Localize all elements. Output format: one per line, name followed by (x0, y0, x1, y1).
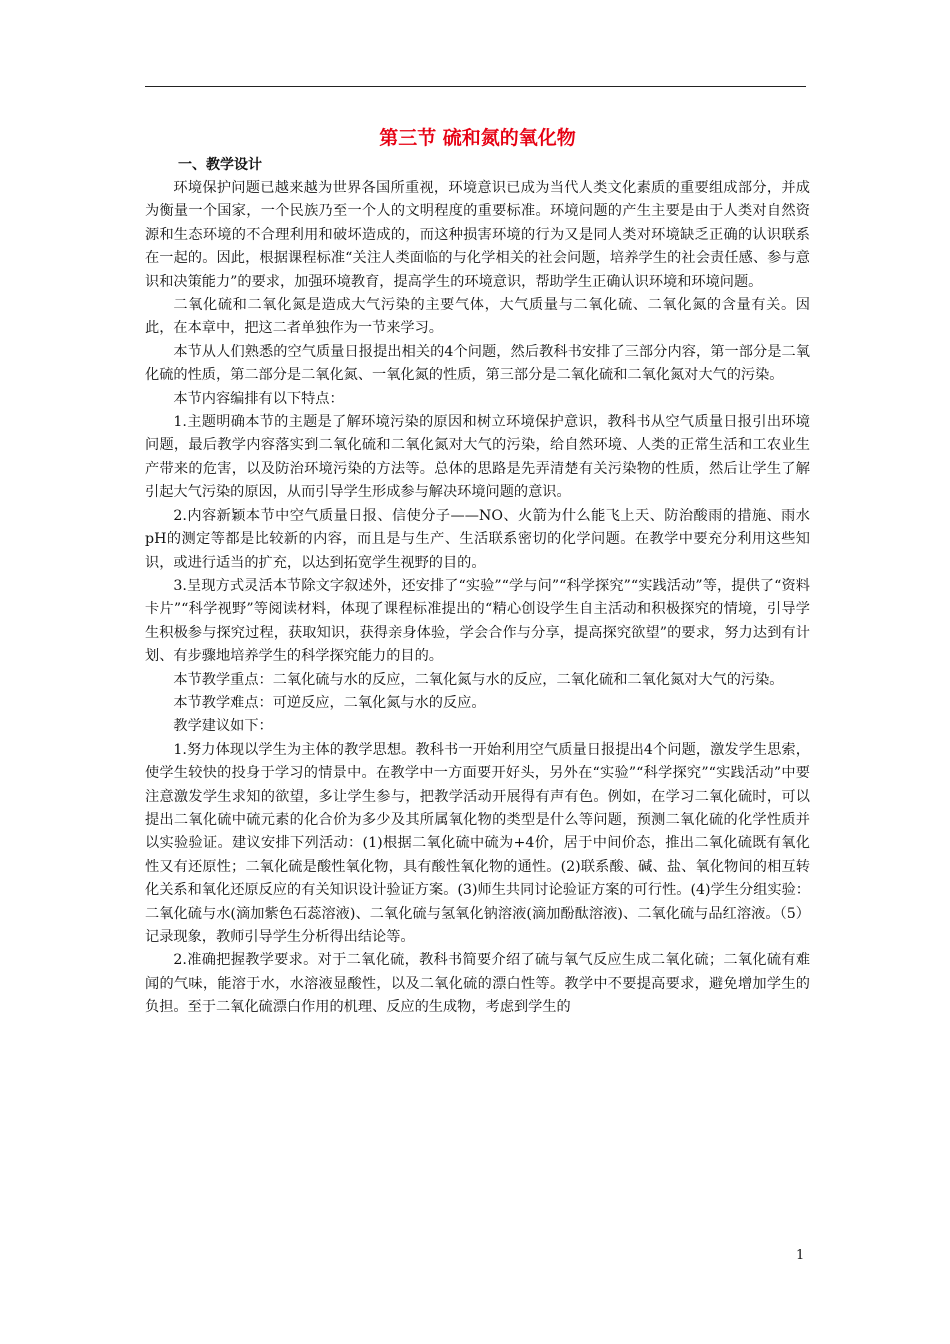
paragraph-feature-2: 2.内容新颖本节中空气质量日报、信使分子——NO、火箭为什么能飞上天、防治酸雨的措施、雨水pH的测定等都是比较新的内容，而且是与生产、生活联系密切的化学问题。在教学中要充分利用这些知识，或进行适当的扩充，以达到拓宽学生视野的目的。 (145, 507, 810, 571)
paragraph-feature-3: 3.呈现方式灵活本节除文字叙述外，还安排了“实验”“学与问”“科学探究”“实践活动”等，提供了“资料卡片”“科学视野”等阅读材料，体现了课程标准提出的“精心创设学生自主活动和积极探究的情境，引导学生积极参与探究过程，获取知识，获得亲身体验，学会合作与分享，提高探究欲望”的要求，努力达到有计划、有步骤地培养学生的科学探究能力的目的。 (145, 577, 810, 665)
paragraph-suggestion-1: 1.努力体现以学生为主体的教学思想。教科书一开始利用空气质量日报提出4个问题，激发学生思索，使学生较快的投身于学习的情景中。在教学中一方面要开好头，另外在“实验”“科学探究”“实践活动”中要注意激发学生求知的欲望，多让学生参与，把教学活动开展得有声有色。例如，在学习二氧化硫时，可以提出二氧化硫中硫元素的化合价为多少及其所属氧化物的类型是什么等问题，预测二氧化硫的化学性质并以实验验证。建议安排下列活动：(1)根据二氧化硫中硫为+4价，居于中间价态，推出二氧化硫既有氧化性又有还原性；二氧化硫是酸性氧化物，具有酸性氧化物的通性。(2)联系酸、碱、盐、氧化物间的相互转化关系和氧化还原反应的有关知识设计验证方案。(3)师生共同讨论验证方案的可行性。(4)学生分组实验：二氧化硫与水(滴加紫色石蕊溶液)、二氧化硫与氢氧化钠溶液(滴加酚酞溶液)、二氧化硫与品红溶液。（5）记录现象，教师引导学生分析得出结论等。 (145, 741, 810, 945)
paragraph-feature-1: 1.主题明确本节的主题是了解环境污染的原因和树立环境保护意识，教科书从空气质量日报引出环境问题，最后教学内容落实到二氧化硫和二氧化氮对大气的污染，给自然环境、人类的正常生活和工农业生产带来的危害，以及防治环境污染的方法等。总体的思路是先弄清楚有关污染物的性质，然后让学生了解引起大气污染的原因，从而引导学生形成参与解决环境问题的意识。 (145, 414, 810, 501)
page-title: 第三节 硫和氮的氧化物 (379, 127, 576, 149)
document-body (145, 124, 810, 1020)
paragraph-pollutant-gases: 二氧化硫和二氧化氮是造成大气污染的主要气体，大气质量与二氧化硫、二氧化氮的含量有关。因此，在本章中，把这二者单独作为一节来学习。 (145, 297, 810, 337)
paragraph-difficulties: 本节教学难点：可逆反应，二氧化氮与水的反应。 (173, 694, 486, 711)
page-number: 1 (796, 1248, 805, 1263)
section-heading: 一、教学设计 (178, 157, 262, 173)
paragraph-key-points: 本节教学重点：二氧化硫与水的反应，二氧化氮与水的反应，二氧化硫和二氧化氮对大气的污染。 (173, 671, 784, 688)
paragraph-suggestions-intro: 教学建议如下： (173, 718, 273, 735)
paragraph-suggestion-2: 2.准确把握教学要求。对于二氧化硫，教科书简要介绍了硫与氧气反应生成二氧化硫；二氧化硫有难闻的气味，能溶于水，水溶液显酸性，以及二氧化硫的漂白性等。教学中不要提高要求，避免增加学生的负担。至于二氧化硫漂白作用的机理、反应的生成物，考虑到学生的 (145, 952, 810, 1016)
paragraph-features-intro: 本节内容编排有以下特点： (173, 390, 344, 407)
header-rule (145, 86, 806, 87)
paragraph-section-structure: 本节从人们熟悉的空气质量日报提出相关的4个问题，然后教科书安排了三部分内容，第一部分是二氧化硫的性质，第二部分是二氧化氮、一氧化氮的性质，第三部分是二氧化硫和二氧化氮对大气的污染。 (145, 343, 810, 384)
paragraph-environment-intro: 环境保护问题已越来越为世界各国所重视，环境意识已成为当代人类文化素质的重要组成部分，并成为衡量一个国家，一个民族乃至一个人的文明程度的重要标准。环境问题的产生主要是由于人类对自然资源和生态环境的不合理利用和破坏造成的，而这种损害环境的行为又是同人类对环境缺乏正确的认识联系在一起的。因此，根据课程标准“关注人类面临的与化学相关的社会问题，培养学生的社会责任感、参与意识和决策能力”的要求，加强环境教育，提高学生的环境意识，帮助学生正确认识环境和环境问题。 (145, 180, 810, 290)
